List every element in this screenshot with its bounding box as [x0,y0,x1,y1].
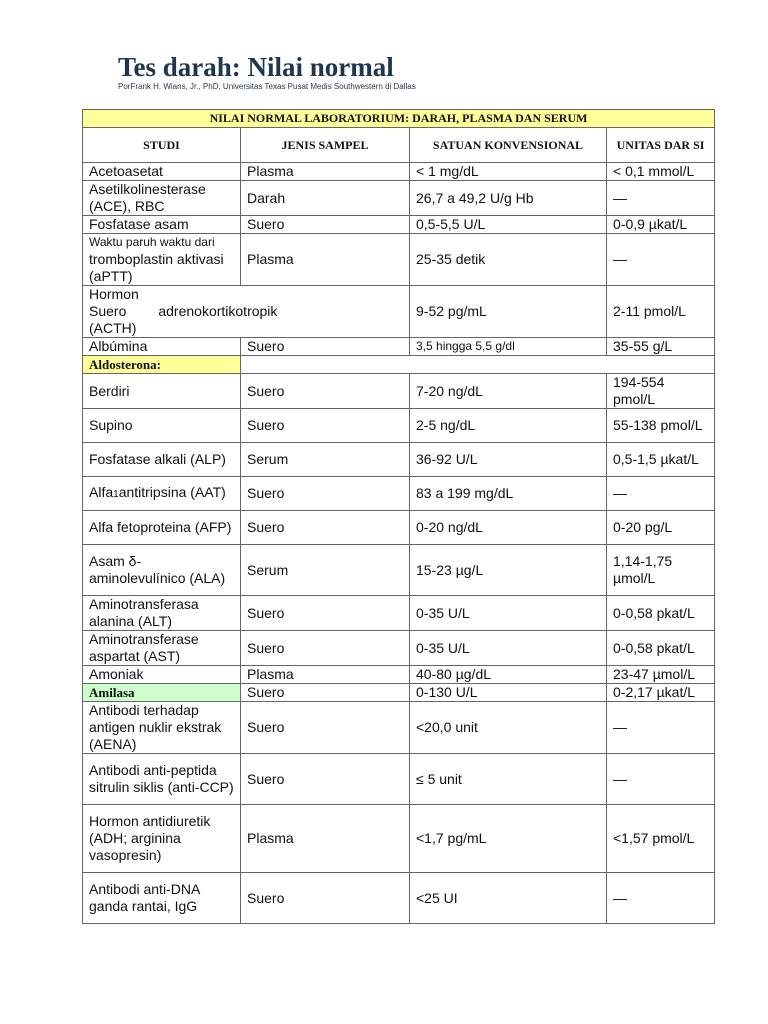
column-header-si: UNITAS DAR SI [607,128,715,163]
table-row [83,511,715,545]
study-line: (ACTH) [89,320,137,336]
study-cell: Alfa fetoproteina (AFP) [83,511,241,545]
conventional-cell: 2-5 ng/dL [410,409,607,443]
conventional-cell: 0,5-5,5 U/L [410,216,607,234]
sample-cell: Serum [241,545,410,596]
study-cell [83,286,410,338]
page-subtitle: PorFrank H. Wians, Jr., PhD, Universitas Texas Pusat Medis Southwestern di Dallas [118,82,416,91]
study-cell [83,234,241,286]
study-cell: Antibodi anti-DNA ganda rantai, IgG [83,873,241,924]
si-cell: — [607,754,715,805]
si-cell: 0-20 pg/L [607,511,715,545]
table-row [83,181,715,216]
study-cell: Amoniak [83,666,241,684]
si-cell: 0,5-1,5 µkat/L [607,443,715,477]
study-cell [83,477,241,511]
sample-cell: Suero [241,754,410,805]
si-cell: 0-0,58 pkat/L [607,631,715,666]
study-cell: Hormon antidiuretik (ADH; arginina vasopresin) [83,805,241,873]
table-row [83,443,715,477]
study-cell: Berdiri [83,374,241,409]
sample-cell: Suero [241,684,410,702]
sample-cell: Plasma [241,163,410,181]
lab-values-table [82,109,715,924]
si-cell: — [607,477,715,511]
section-row [83,356,715,374]
si-cell: 23-47 µmol/L [607,666,715,684]
table-row [83,873,715,924]
conventional-cell: 0-20 ng/dL [410,511,607,545]
si-cell: — [607,234,715,286]
table-row [83,374,715,409]
table-row [83,286,715,338]
sample-cell: Serum [241,443,410,477]
si-cell: 2-11 pmol/L [607,286,715,338]
table-row [83,702,715,754]
study-cell: Amilasa [83,684,241,702]
conventional-cell: < 1 mg/dL [410,163,607,181]
sample-cell: Suero [241,338,410,356]
sample-cell: Suero [241,702,410,754]
section-label: Aldosterona: [83,356,241,374]
conventional-cell: 0-130 U/L [410,684,607,702]
conventional-cell: <25 UI [410,873,607,924]
sample-cell: Suero [241,873,410,924]
study-cell: Aminotransferasa alanina (ALT) [83,596,241,631]
table-row [83,631,715,666]
table-row [83,805,715,873]
column-header-study: STUDI [83,128,241,163]
table-row [83,409,715,443]
table-row [83,338,715,356]
si-cell: 0-2,17 µkat/L [607,684,715,702]
sample-cell: Suero [241,216,410,234]
study-subscript: 1 [113,489,119,500]
conventional-cell: ≤ 5 unit [410,754,607,805]
study-cell: Albúmina [83,338,241,356]
conventional-cell: 15-23 µg/L [410,545,607,596]
study-cell: Asam δ-aminolevulínico (ALA) [83,545,241,596]
conventional-cell: <20,0 unit [410,702,607,754]
conventional-cell: 25-35 detik [410,234,607,286]
sample-cell: Suero [241,596,410,631]
si-cell: 0-0,58 pkat/L [607,596,715,631]
si-cell: — [607,702,715,754]
table-banner: NILAI NORMAL LABORATORIUM: DARAH, PLASMA DAN SERUM [83,110,715,128]
conventional-cell: 0-35 U/L [410,596,607,631]
table-row [83,754,715,805]
study-text: Alfa [89,484,114,500]
si-cell: 194-554 pmol/L [607,374,715,409]
study-cell: Antibodi anti-peptida sitrulin siklis (anti-CCP) [83,754,241,805]
study-cell: Acetoasetat [83,163,241,181]
study-line: Hormon [89,286,139,302]
table-banner-row [83,110,715,128]
study-line [89,303,403,320]
si-cell: 55-138 pmol/L [607,409,715,443]
table-row [83,216,715,234]
study-cell: Fosfatase alkali (ALP) [83,443,241,477]
si-cell: <1,57 pmol/L [607,805,715,873]
table-header-row [83,128,715,163]
column-header-conventional: SATUAN KONVENSIONAL [410,128,607,163]
conventional-cell: 7-20 ng/dL [410,374,607,409]
sample-cell: Plasma [241,234,410,286]
study-cell: Fosfatase asam [83,216,241,234]
sample-cell: Plasma [241,805,410,873]
si-cell: < 0,1 mmol/L [607,163,715,181]
si-cell: — [607,873,715,924]
sample-cell: Plasma [241,666,410,684]
table-row [83,596,715,631]
table-row [83,163,715,181]
conventional-cell: 0-35 U/L [410,631,607,666]
table-row [83,666,715,684]
study-line: tromboplastin aktivasi (aPTT) [89,251,224,284]
si-cell: — [607,181,715,216]
conventional-cell: 26,7 a 49,2 U/g Hb [410,181,607,216]
conventional-cell: 3,5 hingga 5,5 g/dl [410,338,607,356]
column-header-sample: JENIS SAMPEL [241,128,410,163]
study-line-text: adrenokortikotropik [158,303,278,319]
conventional-cell: <1,7 pg/mL [410,805,607,873]
table-row [83,477,715,511]
study-text: antitripsina (AAT) [118,484,226,500]
conventional-cell: 83 a 199 mg/dL [410,477,607,511]
study-cell: Antibodi terhadap antigen nuklir ekstrak (AENA) [83,702,241,754]
sample-cell: Suero [241,374,410,409]
si-cell: 35-55 g/L [607,338,715,356]
sample-cell: Suero [241,409,410,443]
sample-cell: Suero [241,631,410,666]
conventional-cell: 9-52 pg/mL [410,286,607,338]
study-sample-text: Suero [89,303,127,319]
table-row [83,545,715,596]
sample-cell: Suero [241,477,410,511]
conventional-cell: 36-92 U/L [410,443,607,477]
study-cell: Asetilkolinesterase (ACE), RBC [83,181,241,216]
study-cell: Aminotransferase aspartat (AST) [83,631,241,666]
sample-cell: Suero [241,511,410,545]
table-row [83,234,715,286]
si-cell: 1,14-1,75 µmol/L [607,545,715,596]
page-title: Tes darah: Nilai normal [118,52,394,82]
si-cell: 0-0,9 µkat/L [607,216,715,234]
table-row [83,684,715,702]
section-filler [241,356,715,374]
study-cell: Supino [83,409,241,443]
conventional-cell: 40-80 µg/dL [410,666,607,684]
study-line: Waktu paruh waktu dari [89,235,215,249]
sample-cell: Darah [241,181,410,216]
